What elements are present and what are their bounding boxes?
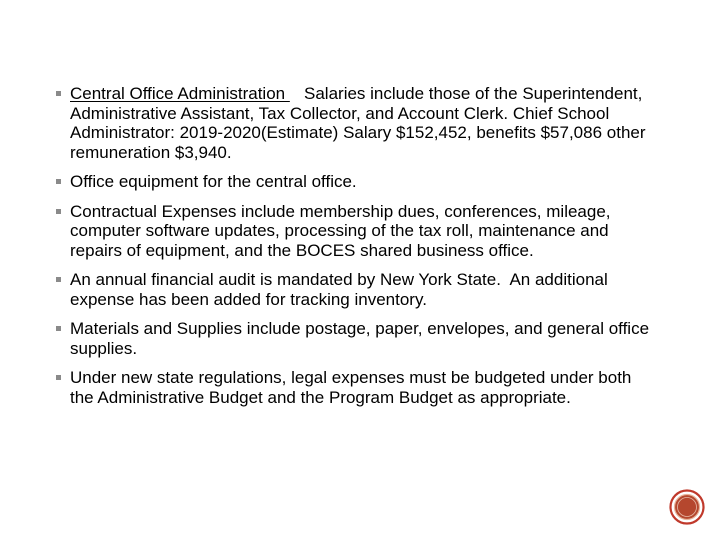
- list-item: [56, 84, 656, 162]
- bullet-text: Office equipment for the central office.: [70, 172, 357, 191]
- section-heading: Central Office Administration: [70, 84, 290, 103]
- list-item: [56, 270, 656, 309]
- square-bullet-icon: [56, 91, 61, 96]
- list-item: [56, 172, 656, 192]
- square-bullet-icon: [56, 375, 61, 380]
- bullet-text: Contractual Expenses include membership dues, conferences, mileage, computer software updates, processing of the tax roll, maintenance and repairs of equipment, and the BOCES shared business office.: [70, 201, 611, 260]
- square-bullet-icon: [56, 326, 61, 331]
- bullet-text: An annual financial audit is mandated by New York State. An additional expense has been added for tracking inventory.: [70, 270, 613, 309]
- square-bullet-icon: [56, 179, 61, 184]
- bullet-text: Materials and Supplies include postage, paper, envelopes, and general office supplies.: [70, 319, 650, 358]
- bullet-text: Salaries include those of the Superintendent, Administrative Assistant, Tax Collector, and Account Clerk. Chief School Administrator: 2019-2020(Estimate) Salary $152,452, benefits $57,086 other remuneration $3,940.: [70, 84, 651, 162]
- circle-badge-icon: [669, 489, 705, 525]
- bullet-list: [56, 84, 656, 417]
- list-item: [56, 202, 656, 261]
- list-item: [56, 368, 656, 407]
- square-bullet-icon: [56, 277, 61, 282]
- square-bullet-icon: [56, 209, 61, 214]
- list-item: [56, 319, 656, 358]
- bullet-text: Under new state regulations, legal expenses must be budgeted under both the Administrative Budget and the Program Budget as appropriate.: [70, 368, 632, 407]
